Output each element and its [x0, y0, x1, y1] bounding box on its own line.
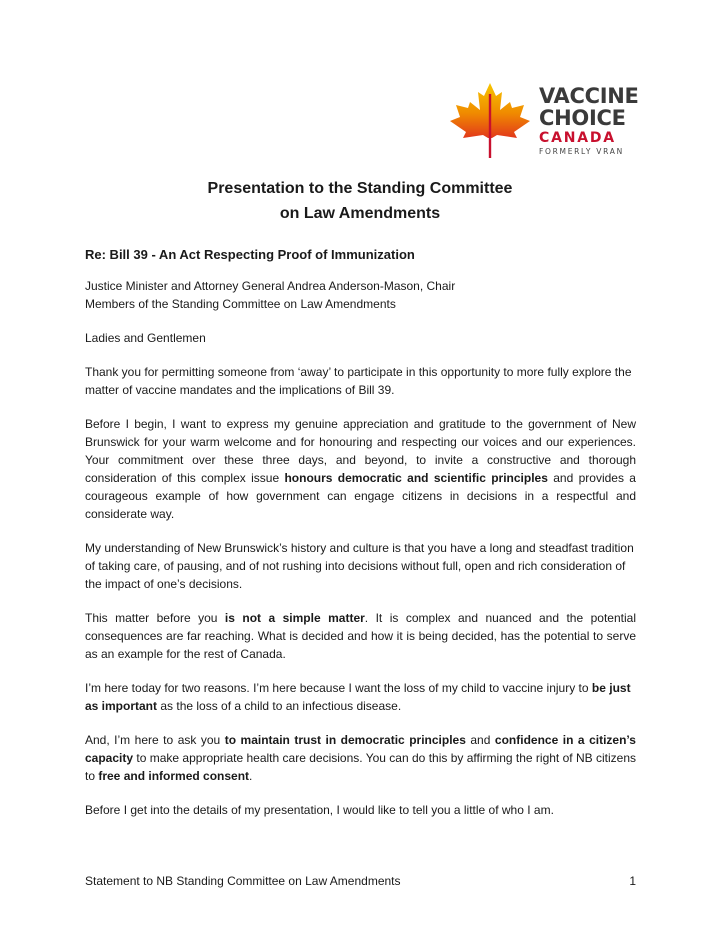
paragraph-5-text-c: as the loss of a child to an infectious disease.	[157, 699, 402, 713]
title-line-2: on Law Amendments	[279, 205, 441, 222]
paragraph-6-text-a: And, I’m here to ask you	[85, 733, 225, 747]
paragraph-2-text-a: Before I begin, I want to express my genuine appreciation and gratitude to the government of New Brunswick for your warm welcome and for honouring and respecting our voices and our experiences. Your commitment over these three days, and beyond, to invite a constructive and thorough consideration of this complex issue	[85, 417, 636, 485]
paragraph-5-bold: be just as important	[85, 681, 631, 713]
paragraph-6-text-g: .	[249, 769, 253, 783]
paragraph-3: My understanding of New Brunswick’s history and culture is that you have a long and steadfast tradition of taking care, of pausing, and of not rushing into decisions without full, open and rich consideration of the impact of one’s decisions.	[85, 541, 634, 591]
footer-text: Statement to NB Standing Committee on Law Amendments	[85, 874, 401, 888]
paragraph-7: Before I get into the details of my presentation, I would like to tell you a little of who I am.	[85, 803, 554, 817]
maple-leaf-icon	[444, 80, 536, 160]
page-footer	[85, 874, 636, 888]
logo-line-formerly: FORMERLY VRAN	[539, 147, 624, 156]
logo-line-choice: CHOICE	[539, 106, 626, 130]
paragraph-4-text-c: . It is complex and nuanced and the potential consequences are far reaching. What is decided and how it is being decided, has the potential to serve as an example for the rest of Canada.	[85, 611, 636, 661]
salutation: Ladies and Gentlemen	[85, 331, 206, 345]
paragraph-2	[85, 415, 636, 523]
paragraph-6-text-e: to make appropriate health care decisions. You can do this by affirming the right of NB citizens to	[85, 751, 636, 783]
vaccine-choice-canada-logo	[444, 80, 644, 160]
paragraph-5	[85, 679, 636, 715]
paragraph-4	[85, 609, 636, 663]
paragraph-6-text-c: and	[465, 733, 495, 747]
paragraph-1: Thank you for permitting someone from ‘away’ to participate in this opportunity to more fully explore the matter of vaccine mandates and the implications of Bill 39.	[85, 365, 632, 397]
paragraph-6-bold-2: confidence in a citizen’s capacity	[85, 733, 636, 765]
address-line-2: Members of the Standing Committee on Law Amendments	[85, 297, 396, 311]
page-number: 1	[629, 874, 636, 888]
paragraph-4-bold: is not a simple matter	[224, 611, 365, 625]
document-title	[0, 176, 720, 226]
paragraph-6-bold-3: free and informed consent	[98, 769, 250, 783]
address-block	[85, 277, 636, 313]
paragraph-2-text-c: and provides a courageous example of how government can engage citizens in decisions in a respectful and considerate way.	[85, 471, 636, 521]
address-line-1: Justice Minister and Attorney General Andrea Anderson-Mason, Chair	[85, 279, 456, 293]
logo-line-canada: CANADA	[539, 130, 616, 146]
title-line-1: Presentation to the Standing Committee	[207, 180, 513, 197]
logo-wordmark	[539, 86, 639, 156]
paragraph-6-bold-1: to maintain trust in democratic principles	[224, 733, 466, 747]
paragraph-2-bold: honours democratic and scientific principles	[284, 471, 548, 485]
document-body	[85, 246, 636, 835]
paragraph-5-text-a: I’m here today for two reasons. I’m here because I want the loss of my child to vaccine injury to	[85, 681, 592, 695]
paragraph-4-text-a: This matter before you	[85, 611, 225, 625]
paragraph-6	[85, 731, 636, 785]
subject-line: Re: Bill 39 - An Act Respecting Proof of Immunization	[85, 247, 415, 262]
logo-line-vaccine: VACCINE	[539, 84, 639, 108]
